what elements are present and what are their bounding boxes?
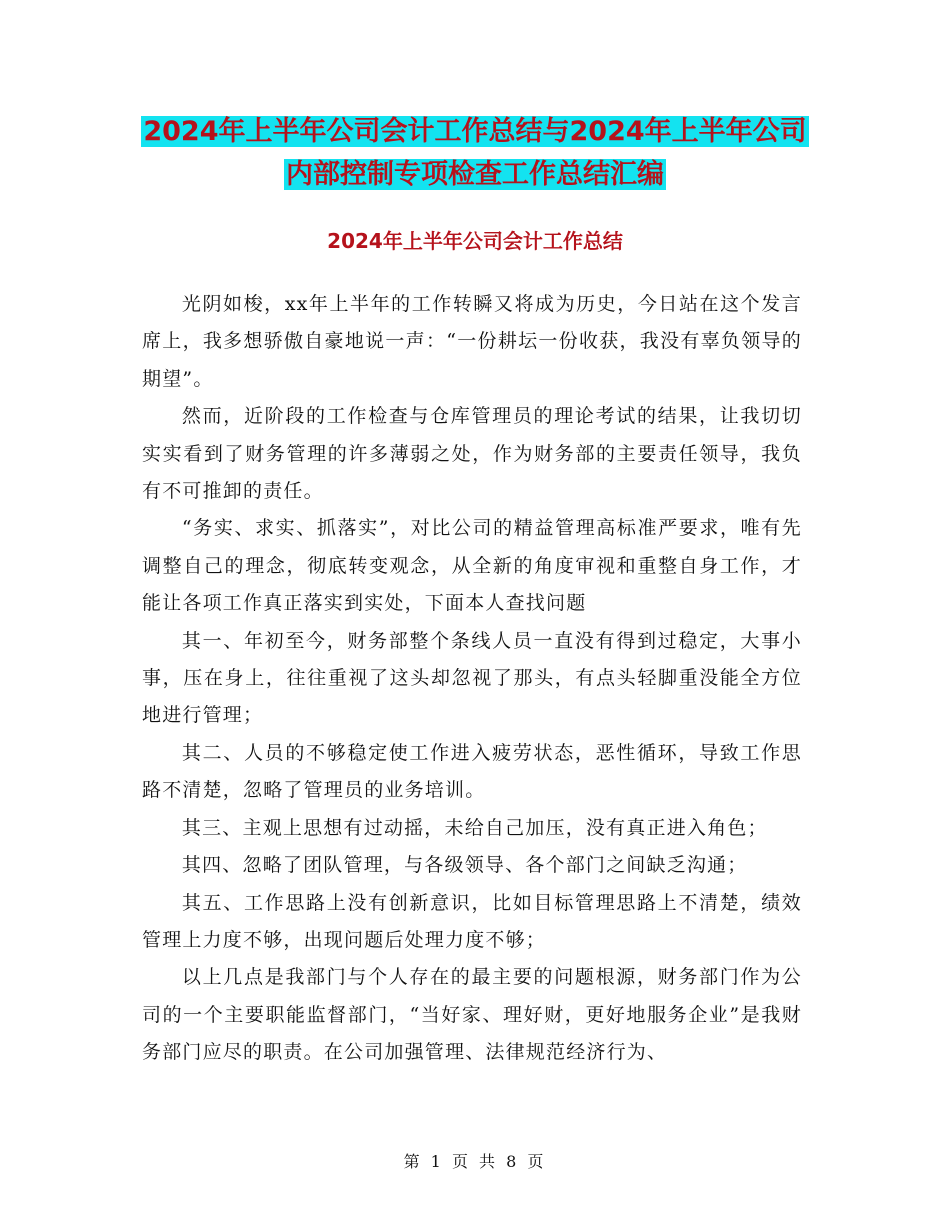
page-footer: 第 1 页 共 8 页 <box>403 1152 547 1171</box>
paragraph-1: 光阴如梭，xx年上半年的工作转瞬又将成为历史，今日站在这个发言席上，我多想骄傲自豪地说一声：“一份耕坛一份收获，我没有辜负领导的期望”。 <box>142 293 802 390</box>
paragraph-7: 其四、忽略了团队管理，与各级领导、各个部门之间缺乏沟通； <box>181 854 748 877</box>
document-body <box>142 286 802 1072</box>
document-title-line-2 <box>0 157 950 193</box>
paragraph-5: 其二、人员的不够稳定使工作进入疲劳状态，恶性循环，导致工作思路不清楚，忽略了管理员的业务培训。 <box>142 741 802 802</box>
paragraph-9: 以上几点是我部门与个人存在的最主要的问题根源，财务部门作为公司的一个主要职能监督部门，“当好家、理好财，更好地服务企业”是我财务部门应尽的职责。在公司加强管理、法律规范经济行为、 <box>142 966 802 1064</box>
paragraph-3: “务实、求实、抓落实”，对比公司的精益管理高标准严要求，唯有先调整自己的理念，彻底转变观念，从全新的角度审视和重整自身工作，才能让各项工作真正落实到实处，下面本人查找问题 <box>142 517 802 615</box>
title-highlight-1: 2024年上半年公司会计工作总结与2024年上半年公司 <box>143 116 807 147</box>
paragraph-4: 其一、年初至今，财务部整个条线人员一直没有得到过稳定，大事小事，压在身上，往往重视了这头却忽视了那头，有点头轻脚重没能全方位地进行管理； <box>142 629 802 727</box>
section-title: 2024年上半年公司会计工作总结 <box>327 229 623 253</box>
paragraph-2: 然而，近阶段的工作检查与仓库管理员的理论考试的结果，让我切切实实看到了财务管理的许多薄弱之处，作为财务部的主要责任领导，我负有不可推卸的责任。 <box>142 405 802 503</box>
title-highlight-2: 内部控制专项检查工作总结汇编 <box>286 159 664 190</box>
document-title-line-1 <box>0 114 950 150</box>
paragraph-6: 其三、主观上思想有过动摇，未给自己加压，没有真正进入角色； <box>181 816 768 839</box>
paragraph-8: 其五、工作思路上没有创新意识，比如目标管理思路上不清楚，绩效管理上力度不够，出现问题后处理力度不够； <box>142 891 802 951</box>
